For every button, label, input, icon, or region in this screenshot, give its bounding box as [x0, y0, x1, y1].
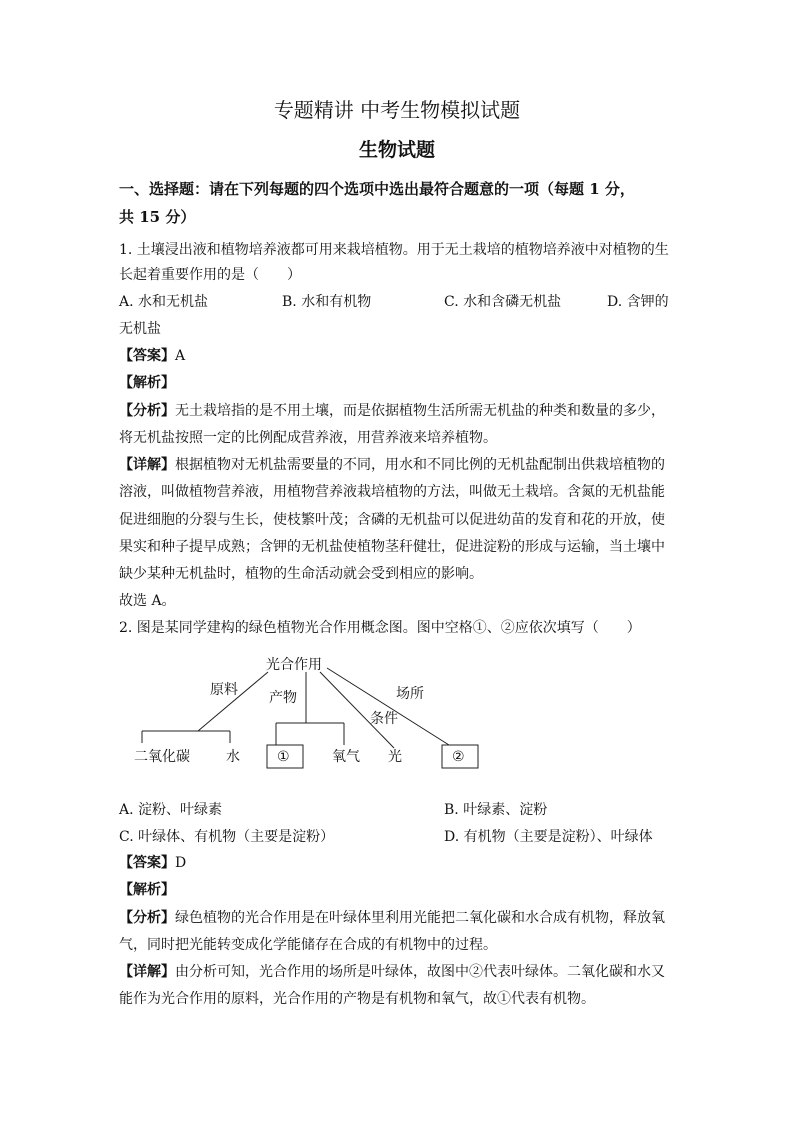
answer-tag: 【答案】	[119, 855, 175, 871]
q1-stem-line2: 长起着重要作用的是（ ）	[119, 267, 301, 283]
node-oxygen: 氧气	[332, 749, 360, 765]
q2-option-c: C. 叶绿体、有机物（主要是淀粉）	[119, 829, 335, 845]
answer-value: D	[175, 855, 187, 871]
q1-xiangjie-line2: 溶液，叫做植物营养液，用植物营养液栽培植物的方法，叫做无土栽培。含氮的无机盐能	[119, 484, 665, 500]
q2-xiangjie-line2: 能作为光合作用的原料，光合作用的产物是有机物和氧气，故①代表有机物。	[119, 991, 595, 1007]
q1-fenxi-line2: 将无机盐按照一定的比例配成营养液，用营养液来培养植物。	[119, 430, 497, 446]
q2-stem: 2. 图是某同学建构的绿色植物光合作用概念图。图中空格①、②应依次填写（ ）	[119, 620, 641, 636]
q1-option-b: B. 水和有机物	[282, 294, 372, 310]
page-title: 专题精讲 中考生物模拟试题	[273, 98, 521, 122]
label-product: 产物	[269, 690, 297, 706]
q1-option-d-cont: 无机盐	[119, 321, 161, 337]
diagram-root: 光合作用	[266, 657, 322, 673]
q2-option-b: B. 叶绿素、淀粉	[444, 802, 548, 818]
link-place	[327, 668, 449, 745]
link-condition	[320, 672, 394, 748]
photosynthesis-concept-diagram	[130, 650, 490, 780]
q1-xiangjie-line5: 缺少某种无机盐时，植物的生命活动就会受到相应的影响。	[119, 566, 483, 582]
q2-fenxi-line2: 气，同时把光能转变成化学能储存在合成的有机物中的过程。	[119, 937, 497, 953]
xiangjie-tag: 【详解】	[119, 964, 175, 980]
q1-xiangjie-line3: 促进细胞的分裂与生长，使枝繁叶茂；含磷的无机盐可以促进幼苗的发育和花的开放，使	[119, 512, 665, 528]
q2-fenxi-line1	[119, 908, 665, 928]
section-heading-line1: 一、选择题：请在下列每题的四个选项中选出最符合题意的一项（每题 1 分，	[119, 180, 635, 198]
q2-analysis-tag: 【解析】	[119, 882, 175, 898]
link-raw	[198, 672, 268, 731]
q2-answer	[119, 853, 186, 873]
fenxi-text: 无土栽培指的是不用土壤，而是依据植物生活所需无机盐的种类和数量的多少，	[175, 403, 665, 419]
page-subtitle: 生物试题	[358, 139, 435, 161]
node-blank-1: ①	[277, 749, 290, 765]
q1-stem-line1: 1. 土壤浸出液和植物培养液都可用来栽培植物。用于无土栽培的植物培养液中对植物的生	[119, 242, 669, 258]
node-blank-2: ②	[452, 749, 465, 765]
q1-option-d: D. 含钾的	[607, 294, 669, 310]
q1-option-c: C. 水和含磷无机盐	[444, 294, 562, 310]
q2-xiangjie-line1	[119, 962, 665, 982]
q1-xiangjie-line4: 果实和种子提早成熟；含钾的无机盐使植物茎秆健壮，促进淀粉的形成与运输，当土壤中	[119, 539, 665, 555]
label-raw: 原料	[210, 682, 238, 698]
fenxi-tag: 【分析】	[119, 403, 175, 419]
xiangjie-text: 由分析可知，光合作用的场所是叶绿体，故图中②代表叶绿体。二氧化碳和水又	[175, 964, 665, 980]
q1-fenxi-line1	[119, 401, 665, 421]
label-place: 场所	[396, 686, 424, 702]
q2-option-a: A. 淀粉、叶绿素	[119, 802, 223, 818]
label-condition: 条件	[370, 711, 398, 727]
node-light: 光	[388, 749, 402, 765]
fenxi-tag: 【分析】	[119, 910, 175, 926]
section-heading-line2: 共 15 分）	[119, 208, 196, 226]
q1-option-a: A. 水和无机盐	[119, 294, 209, 310]
xiangjie-text: 根据植物对无机盐需要量的不同，用水和不同比例的无机盐配制出供栽培植物的	[175, 457, 665, 473]
answer-value: A	[175, 348, 186, 364]
q1-conclusion: 故选 A。	[119, 593, 176, 609]
node-co2: 二氧化碳	[134, 749, 190, 765]
answer-tag: 【答案】	[119, 348, 175, 364]
xiangjie-tag: 【详解】	[119, 457, 175, 473]
q1-xiangjie-line1	[119, 455, 665, 475]
q1-analysis-tag: 【解析】	[119, 375, 175, 391]
fenxi-text: 绿色植物的光合作用是在叶绿体里利用光能把二氧化碳和水合成有机物，释放氧	[175, 910, 665, 926]
q2-option-d: D. 有机物（主要是淀粉）、叶绿体	[444, 829, 653, 845]
node-water: 水	[226, 749, 240, 765]
q1-answer	[119, 346, 185, 366]
